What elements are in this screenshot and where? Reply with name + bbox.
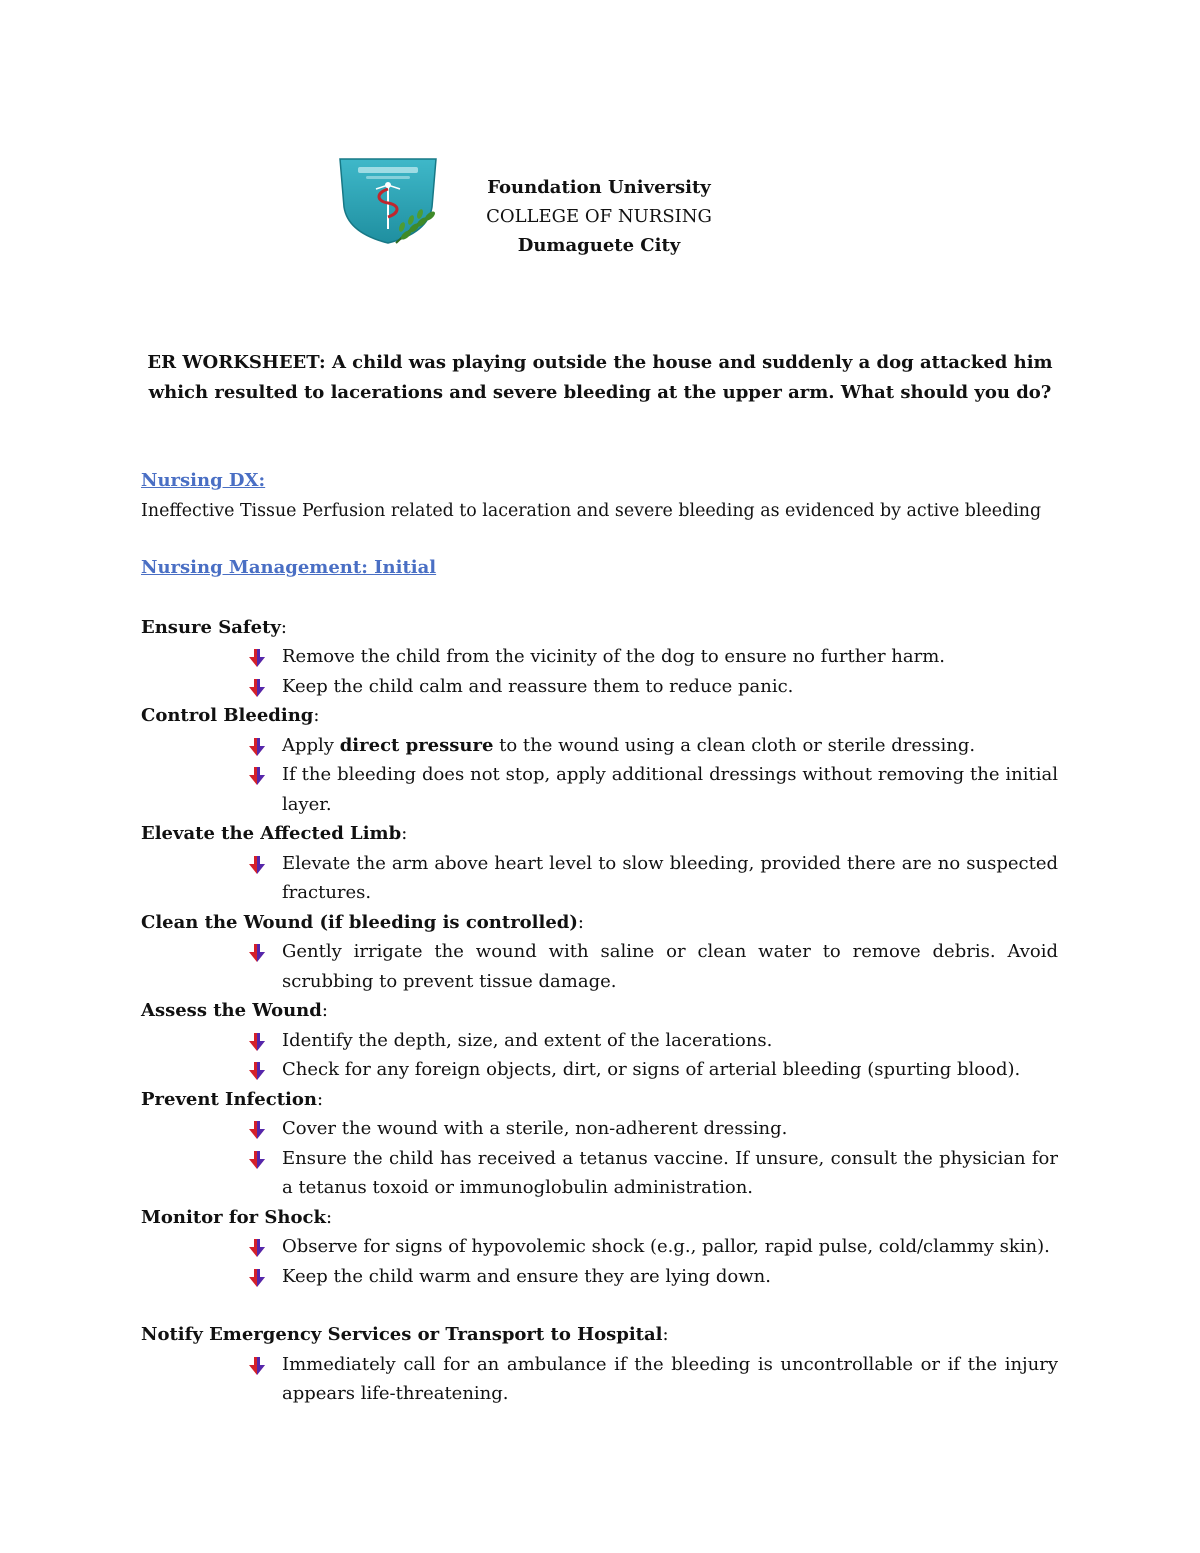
- list-item: [241, 731, 1058, 761]
- group-title: Notify Emergency Services or Transport to Hospital:: [141, 1324, 669, 1345]
- down-arrow-bullet-icon: [248, 648, 266, 668]
- nursing-dx-text: Ineffective Tissue Perfusion related to laceration and severe bleeding as evidenced by active bleeding: [141, 500, 1042, 521]
- group-title: Control Bleeding:: [141, 705, 320, 726]
- bullet-list: [141, 937, 1058, 996]
- group-title-label: Monitor for Shock: [141, 1206, 326, 1228]
- list-item-text: Gently irrigate the wound with saline or clean water to remove debris. Avoid scrubbing to prevent tissue damage.: [282, 941, 1058, 992]
- down-arrow-bullet-icon: [248, 855, 266, 875]
- bullet-list: [141, 731, 1058, 820]
- list-item-text: Ensure the child has received a tetanus vaccine. If unsure, consult the physician for a tetanus toxoid or immunoglobulin administration.: [282, 1147, 1058, 1198]
- bullet-list: [141, 1232, 1058, 1291]
- down-arrow-bullet-icon: [248, 1032, 266, 1052]
- down-arrow-bullet-icon: [248, 1150, 266, 1170]
- list-item-text: Remove the child from the vicinity of the dog to ensure no further harm.: [282, 646, 946, 667]
- down-arrow-bullet-icon: [248, 766, 266, 786]
- bullet-list: [141, 849, 1058, 908]
- city-name: Dumaguete City: [517, 235, 681, 256]
- list-item-text: Immediately call for an ambulance if the bleeding is uncontrollable or if the injury appears life-threatening.: [282, 1353, 1058, 1404]
- list-item-text: Cover the wound with a sterile, non-adherent dressing.: [282, 1118, 788, 1139]
- down-arrow-bullet-icon: [248, 1238, 266, 1258]
- list-item-text: Elevate the arm above heart level to slow bleeding, provided there are no suspected fractures.: [282, 852, 1058, 903]
- worksheet-title: [100, 348, 1100, 408]
- college-shield-logo-icon: [336, 155, 442, 245]
- group-title-label: Assess the Wound: [141, 1000, 322, 1021]
- list-item: [241, 1144, 1058, 1203]
- nursing-dx-heading: Nursing DX:: [141, 470, 266, 491]
- list-item: [241, 760, 1058, 819]
- list-item-text: Identify the depth, size, and extent of the lacerations.: [282, 1029, 773, 1051]
- list-item: [241, 672, 1058, 702]
- group-title: Clean the Wound (if bleeding is controlled):: [141, 911, 584, 933]
- worksheet-content: [141, 466, 1058, 1409]
- down-arrow-bullet-icon: [248, 1061, 266, 1081]
- list-item-text: Keep the child warm and ensure they are lying down.: [282, 1265, 771, 1287]
- down-arrow-bullet-icon: [248, 1268, 266, 1288]
- list-item-text: [282, 735, 975, 756]
- title-line-2: which resulted to lacerations and severe bleeding at the upper arm. What should you do?: [148, 382, 1052, 403]
- bullet-list: [141, 1350, 1058, 1409]
- group-title-label: Clean the Wound (if bleeding is controlled): [141, 911, 578, 933]
- title-line-1: ER WORKSHEET: A child was playing outside the house and suddenly a dog attacked him: [147, 352, 1053, 373]
- list-item: [241, 1055, 1058, 1085]
- down-arrow-bullet-icon: [248, 737, 266, 757]
- group-title-label: Elevate the Affected Limb: [141, 823, 402, 844]
- bullet-list: [141, 1026, 1058, 1085]
- college-name: COLLEGE OF NURSING: [486, 206, 712, 227]
- list-item: [241, 849, 1058, 908]
- down-arrow-bullet-icon: [248, 678, 266, 698]
- down-arrow-bullet-icon: [248, 943, 266, 963]
- list-item-text: Keep the child calm and reassure them to reduce panic.: [282, 675, 794, 697]
- list-item: [241, 642, 1058, 672]
- nursing-management-heading: Nursing Management: Initial: [141, 557, 437, 578]
- list-item-text: If the bleeding does not stop, apply additional dressings without removing the initial layer.: [282, 764, 1058, 815]
- down-arrow-bullet-icon: [248, 1356, 266, 1376]
- group-title: Elevate the Affected Limb:: [141, 823, 408, 844]
- group-title-label: Control Bleeding: [141, 705, 314, 726]
- group-title: Prevent Infection:: [141, 1088, 324, 1110]
- text-part: to the wound using a clean cloth or sterile dressing.: [493, 734, 976, 756]
- group-title: Ensure Safety:: [141, 616, 287, 638]
- group-title-label: Notify Emergency Services or Transport to Hospital: [141, 1324, 663, 1345]
- group-title: Assess the Wound:: [141, 1000, 328, 1021]
- list-item: [241, 1262, 1058, 1292]
- group-title: Monitor for Shock:: [141, 1206, 333, 1228]
- list-item: [241, 1114, 1058, 1144]
- list-item: [241, 1350, 1058, 1409]
- letterhead: [440, 173, 758, 260]
- list-item: [241, 937, 1058, 996]
- list-item-text: Observe for signs of hypovolemic shock (e.g., pallor, rapid pulse, cold/clammy skin).: [282, 1236, 1050, 1257]
- list-item-text: Check for any foreign objects, dirt, or signs of arterial bleeding (spurting blood).: [282, 1059, 1021, 1080]
- group-title-label: Prevent Infection: [141, 1088, 317, 1110]
- bullet-list: [141, 642, 1058, 701]
- management-groups: [141, 613, 1058, 1409]
- university-name: Foundation University: [487, 177, 711, 198]
- list-item: [241, 1026, 1058, 1056]
- group-title-label: Ensure Safety: [141, 616, 281, 638]
- bullet-list: [141, 1114, 1058, 1203]
- text-part: Apply: [282, 734, 340, 756]
- down-arrow-bullet-icon: [248, 1120, 266, 1140]
- emphasis-text: direct pressure: [339, 734, 494, 756]
- list-item: [241, 1232, 1058, 1262]
